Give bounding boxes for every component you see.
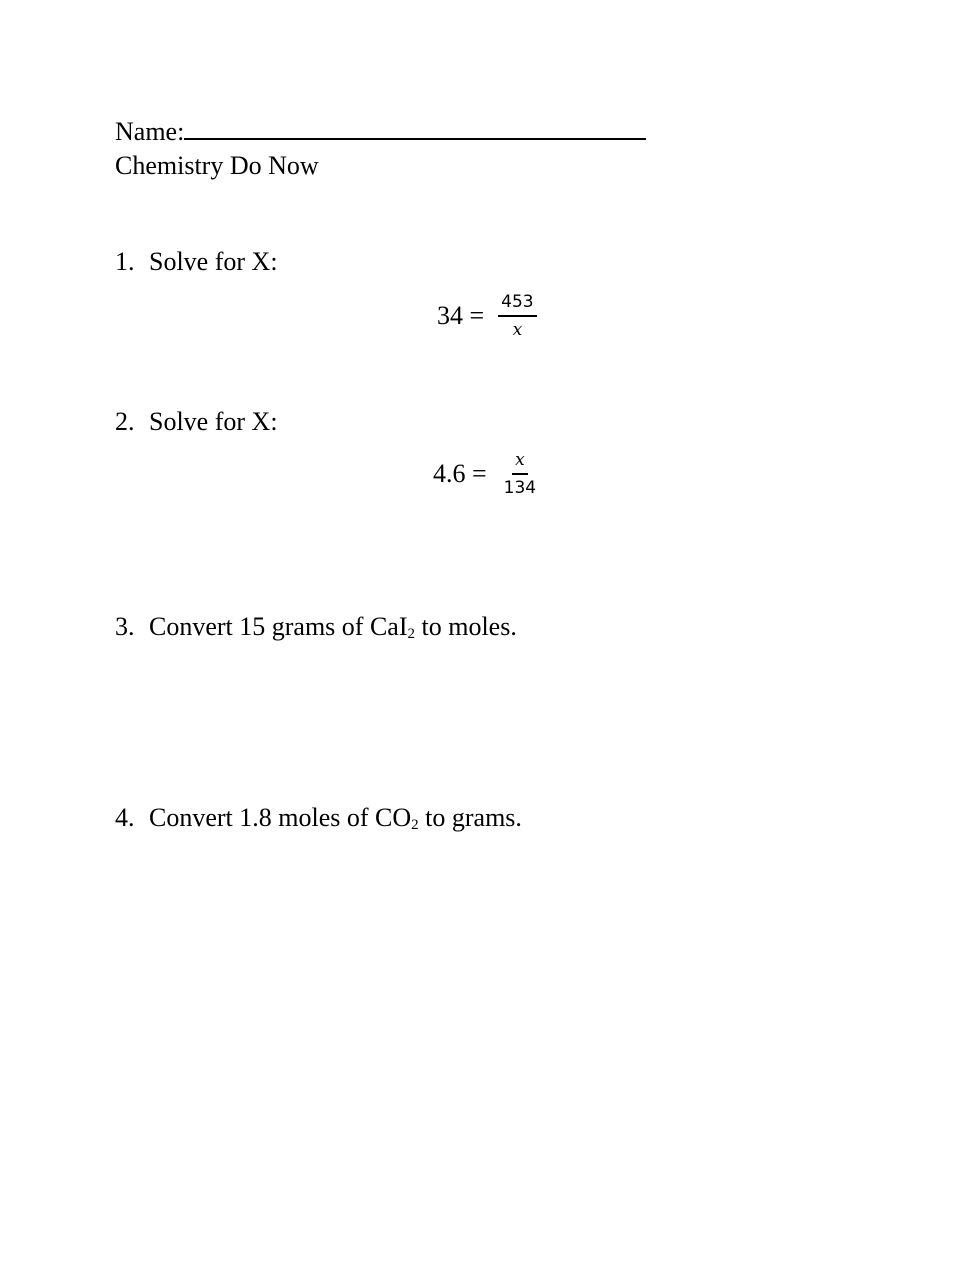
equation-lhs: 34 = <box>437 301 485 330</box>
fraction <box>501 450 539 498</box>
name-field-row <box>115 116 646 147</box>
fraction-numerator: 453 <box>498 292 536 317</box>
equation-lhs: 4.6 = <box>433 459 487 488</box>
fraction-numerator: x <box>512 450 528 475</box>
fraction-denominator: x <box>512 320 523 340</box>
equation-2 <box>433 450 539 498</box>
name-blank-line[interactable] <box>184 116 646 140</box>
worksheet-title: Chemistry Do Now <box>115 151 319 180</box>
question-number: 2. <box>115 407 135 436</box>
formula-subscript: 2 <box>411 817 419 833</box>
fraction-denominator: 134 <box>503 478 537 498</box>
question-3 <box>115 612 517 642</box>
question-text-after: to moles. <box>415 612 517 641</box>
question-text-before: Convert 1.8 moles of CO <box>149 803 412 832</box>
question-number: 1. <box>115 247 135 276</box>
question-number: 3. <box>115 612 135 641</box>
question-text-before: Convert 15 grams of CaI <box>149 612 408 641</box>
equation-1 <box>437 292 537 340</box>
question-1 <box>115 247 278 277</box>
question-4 <box>115 803 522 833</box>
question-text: Solve for X: <box>149 247 278 276</box>
formula-subscript: 2 <box>407 626 416 642</box>
question-text-after: to grams. <box>418 803 522 832</box>
fraction <box>498 292 536 340</box>
question-text: Solve for X: <box>149 407 278 436</box>
question-2 <box>115 407 278 437</box>
question-number: 4. <box>115 803 135 832</box>
name-label: Name: <box>115 117 185 146</box>
